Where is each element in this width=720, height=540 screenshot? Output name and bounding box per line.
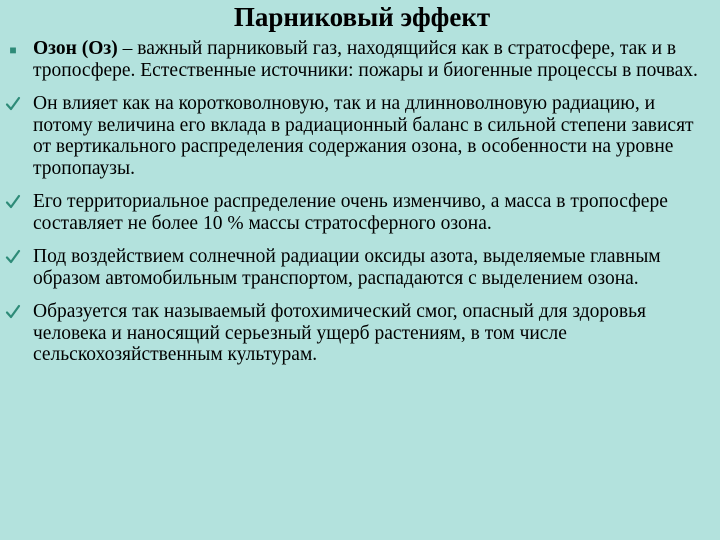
checkmark-icon xyxy=(4,248,22,266)
list-item-ozone-definition xyxy=(0,38,710,81)
item-text: Под воздействием солнечной радиации оксиды азота, выделяемые главным образом автомобильным транспортом, распадаются с выделением озона. xyxy=(33,246,661,289)
list-item-nitrogen-oxides xyxy=(0,246,710,289)
checkmark-icon xyxy=(4,95,22,113)
slide-title-text: Парниковый эффект xyxy=(233,2,491,32)
item-text: Его территориальное распределение очень изменчиво, а масса в тропосфере составляет не более 10 % массы стратосферного озона. xyxy=(33,191,668,234)
item-lead-term: Озон (Оз) xyxy=(33,38,118,59)
item-text: Он влияет как на коротковолновую, так и на длинноволновую радиацию, и потому величина его вклада в радиационный баланс в сильной степени зависят от вертикального распределения содержания озона, в особенности на уровне тропопаузы. xyxy=(33,93,694,179)
item-text: – важный парниковый газ, находящийся как в стратосфере, так и в тропосфере. Естественные источники: пожары и биогенные процессы в почвах. xyxy=(33,38,698,81)
item-text: Образуется так называемый фотохимический смог, опасный для здоровья человека и наносящий серьезный ущерб растениям, в том числе сельскохозяйственным культурам. xyxy=(33,301,646,365)
list-item-smog xyxy=(0,301,710,366)
checkmark-icon xyxy=(4,303,22,321)
list-item-radiation xyxy=(0,93,710,179)
checkmark-icon xyxy=(4,193,22,211)
slide-title xyxy=(0,0,720,34)
bullet-list xyxy=(0,38,710,366)
list-item-distribution xyxy=(0,191,710,234)
square-bullet-icon: ■ xyxy=(9,43,17,58)
